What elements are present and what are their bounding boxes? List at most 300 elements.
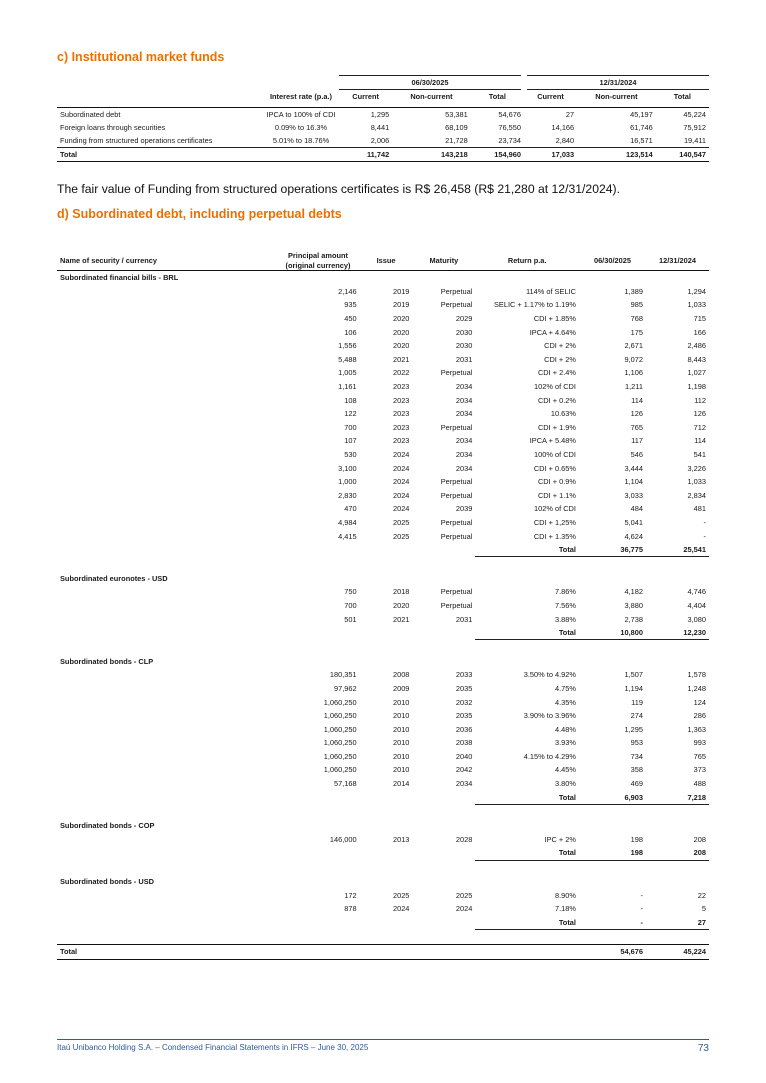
group-header-row	[57, 571, 709, 585]
maturity: 2035	[455, 711, 473, 721]
principal-amount: 1,060,250	[323, 751, 357, 761]
principal-amount: 935	[344, 300, 357, 310]
issue-year: 2020	[392, 600, 410, 610]
issue-year: 2024	[392, 490, 410, 500]
page-number: 73	[697, 1043, 709, 1054]
issue-year: 2020	[392, 327, 410, 337]
group-name: Subordinated financial bills - BRL	[60, 273, 179, 283]
table-row	[57, 121, 709, 134]
return-rate: 100% of CDI	[534, 450, 576, 460]
maturity: 2030	[455, 341, 473, 351]
issue-year: 2025	[392, 517, 410, 527]
table-row	[57, 777, 709, 791]
return-rate: 4.35%	[554, 697, 576, 707]
table-row	[57, 312, 709, 326]
spacer	[57, 557, 709, 572]
table-row	[57, 489, 709, 503]
maturity: 2030	[455, 327, 473, 337]
empty-cell	[57, 790, 475, 804]
col-header: Total	[488, 92, 506, 101]
principal-amount: 1,000	[338, 477, 357, 487]
value-2025: 1,194	[624, 683, 643, 693]
total-label: Total	[57, 148, 263, 162]
spacer-row	[57, 557, 709, 572]
return-rate: SELIC + 1.17% to 1.19%	[493, 300, 576, 310]
subtotal-2025: 10,800	[579, 626, 646, 640]
table-row	[57, 285, 709, 299]
issue-header: Issue	[376, 255, 396, 265]
grand-total-label: Total	[57, 945, 276, 960]
group-header-row	[57, 271, 709, 285]
total-row	[57, 148, 709, 162]
table-row	[57, 339, 709, 353]
value-2024: -	[703, 517, 706, 527]
empty-cell	[57, 393, 276, 407]
interest-rate-header: Interest rate (p.a.)	[269, 91, 333, 101]
value-2024: 124	[693, 697, 706, 707]
subtotal-2025: 36,775	[579, 543, 646, 557]
table-row	[57, 353, 709, 367]
value-cell: 1,295	[370, 110, 390, 119]
maturity: 2034	[455, 450, 473, 460]
date-header-2: 12/31/2024	[658, 255, 696, 265]
principal-amount: 1,060,250	[323, 738, 357, 748]
value-2025: -	[640, 890, 643, 900]
return-rate: IPC + 2%	[544, 834, 576, 844]
value-2024: 4,746	[687, 587, 706, 597]
principal-amount: 107	[344, 436, 357, 446]
group-header-row	[57, 875, 709, 889]
issue-year: 2018	[392, 587, 410, 597]
return-rate: CDI + 0.2%	[537, 395, 576, 405]
principal-amount: 108	[344, 395, 357, 405]
return-rate: 3.93%	[554, 738, 576, 748]
principal-amount: 97,962	[334, 683, 357, 693]
table-row	[57, 380, 709, 394]
empty-cell	[57, 888, 276, 902]
issue-year: 2009	[392, 683, 410, 693]
value-2025: 1,211	[625, 382, 643, 392]
value-2025: 117	[631, 436, 643, 446]
maturity: 2029	[455, 314, 473, 324]
value-cell: 23,734	[471, 134, 524, 148]
subtotal-2024: 12,230	[646, 626, 709, 640]
principal-amount: 2,830	[338, 490, 357, 500]
value-2024: 712	[693, 422, 706, 432]
section-c-title: c) Institutional market funds	[57, 50, 225, 64]
subtotal-row	[57, 543, 709, 557]
empty-cell	[57, 339, 276, 353]
subtotal-label: Total	[475, 626, 579, 640]
empty-cell	[57, 380, 276, 394]
value-2024: 993	[693, 738, 706, 748]
spacer-row	[57, 640, 709, 655]
principal-amount: 750	[344, 587, 357, 597]
issue-year: 2024	[392, 463, 410, 473]
maturity: 2034	[455, 395, 473, 405]
col-header: Total	[673, 92, 691, 101]
table-row	[57, 421, 709, 435]
empty-cell	[57, 695, 276, 709]
value-2025: 9,072	[624, 354, 643, 364]
value-cell: 45,224	[683, 110, 706, 119]
return-rate: 7.56%	[554, 600, 576, 610]
table-row	[57, 475, 709, 489]
empty-cell	[57, 585, 276, 599]
value-2024: 5	[701, 904, 706, 914]
value-2025: 1,104	[624, 477, 643, 487]
value-2025: 4,182	[624, 587, 643, 597]
maturity: Perpetual	[440, 368, 473, 378]
subtotal-label: Total	[475, 846, 579, 860]
principal-amount: 5,488	[338, 354, 357, 364]
principal-amount: 172	[344, 890, 357, 900]
maturity: Perpetual	[440, 531, 473, 541]
table-row	[57, 763, 709, 777]
empty-cell	[57, 434, 276, 448]
value-2024: -	[703, 531, 706, 541]
value-2025: 953	[630, 738, 643, 748]
maturity: 2039	[455, 504, 473, 514]
return-rate: CDI + 0.65%	[533, 463, 576, 473]
value-2024: 715	[693, 314, 706, 324]
subtotal-2025: 198	[579, 846, 646, 860]
maturity: 2038	[455, 738, 473, 748]
empty-cell	[57, 489, 276, 503]
subtotal-2024: 7,218	[646, 790, 709, 804]
issue-year: 2010	[392, 711, 410, 721]
grand-total-2024: 45,224	[646, 945, 709, 960]
return-rate: IPCA + 5.48%	[529, 436, 576, 446]
table-row	[57, 736, 709, 750]
maturity: 2031	[455, 614, 473, 624]
value-2024: 1,294	[687, 286, 706, 296]
interest-rate: 5.01% to 18.76%	[263, 134, 339, 148]
value-cell: 21,728	[392, 134, 471, 148]
value-2025: 198	[630, 834, 643, 844]
empty-cell	[57, 366, 276, 380]
institutional-funds-table	[57, 75, 709, 162]
maturity: Perpetual	[440, 490, 473, 500]
value-cell: 2,840	[524, 134, 577, 148]
value-2025: 4,624	[624, 531, 643, 541]
value-2024: 1,033	[687, 300, 706, 310]
total-value: 154,960	[471, 148, 524, 162]
empty-cell	[57, 421, 276, 435]
value-2025: 1,295	[624, 724, 643, 734]
return-rate: IPCA + 4.64%	[529, 327, 576, 337]
table-row	[57, 599, 709, 613]
value-2024: 22	[697, 890, 706, 900]
principal-amount: 700	[344, 422, 357, 432]
return-rate: 7.86%	[554, 587, 576, 597]
table-row	[57, 366, 709, 380]
spacer-row	[57, 804, 709, 819]
table-row	[57, 833, 709, 847]
empty-cell	[57, 298, 276, 312]
principal-amount: 878	[344, 904, 357, 914]
table-row	[57, 529, 709, 543]
row-label: Subordinated debt	[60, 110, 121, 119]
table-row	[57, 682, 709, 696]
value-2024: 286	[693, 711, 706, 721]
value-cell: 16,571	[577, 134, 656, 148]
maturity: 2034	[455, 409, 473, 419]
value-cell: 2,006	[339, 134, 392, 148]
empty-cell	[57, 709, 276, 723]
group-name: Subordinated bonds - USD	[60, 877, 155, 887]
spacer	[57, 860, 709, 875]
empty-cell	[263, 148, 339, 162]
principal-amount: 4,415	[338, 531, 357, 541]
table-row	[57, 695, 709, 709]
return-rate: CDI + 1.35%	[533, 531, 576, 541]
value-2025: 274	[630, 711, 643, 721]
principal-amount: 4,984	[338, 517, 357, 527]
value-2025: 469	[630, 779, 643, 789]
total-value: 123,514	[577, 148, 656, 162]
return-rate: CDI + 1.1%	[537, 490, 576, 500]
principal-amount: 1,005	[338, 368, 357, 378]
principal-amount: 1,060,250	[323, 765, 357, 775]
maturity: Perpetual	[440, 422, 473, 432]
maturity: 2024	[455, 904, 473, 914]
date-header-1: 06/30/2025	[339, 76, 524, 90]
empty-cell	[57, 777, 276, 791]
issue-year: 2023	[392, 422, 410, 432]
issue-year: 2010	[392, 724, 410, 734]
value-2025: -	[640, 904, 643, 914]
value-2025: 119	[631, 697, 643, 707]
empty-cell	[57, 612, 276, 626]
spacer-row	[57, 860, 709, 875]
subtotal-2024: 27	[646, 916, 709, 930]
empty-cell	[57, 312, 276, 326]
subtotal-2024: 208	[646, 846, 709, 860]
empty-cell	[57, 916, 475, 930]
value-2025: 3,033	[624, 490, 643, 500]
value-2024: 3,226	[687, 463, 706, 473]
table-row	[57, 298, 709, 312]
value-2024: 1,033	[687, 477, 706, 487]
row-label: Funding from structured operations certificates	[57, 134, 263, 148]
table-row	[57, 709, 709, 723]
issue-year: 2008	[392, 670, 410, 680]
return-rate: CDI + 1.9%	[537, 422, 576, 432]
return-rate: 3.88%	[554, 614, 576, 624]
principal-amount: 180,351	[329, 670, 357, 680]
principal-amount: 700	[344, 600, 357, 610]
issue-year: 2019	[392, 286, 410, 296]
table-row	[57, 722, 709, 736]
return-rate: 102% of CDI	[534, 382, 576, 392]
maturity: Perpetual	[440, 600, 473, 610]
principal-header-1: Principal amount	[288, 250, 348, 260]
issue-year: 2024	[392, 904, 410, 914]
value-cell: 53,381	[445, 110, 468, 119]
empty-cell	[57, 668, 276, 682]
total-value: 17,033	[524, 148, 577, 162]
return-rate: CDI + 2.4%	[537, 368, 576, 378]
value-2024: 1,198	[687, 382, 706, 392]
value-2024: 373	[693, 765, 706, 775]
table-row	[57, 516, 709, 530]
value-cell: 61,746	[630, 123, 653, 132]
table-row	[57, 750, 709, 764]
principal-amount: 1,060,250	[323, 711, 357, 721]
empty-cell	[57, 529, 276, 543]
issue-year: 2023	[392, 382, 410, 392]
value-2025: 734	[630, 751, 643, 761]
value-2025: 1,106	[624, 368, 643, 378]
value-2024: 8,443	[687, 354, 706, 364]
value-2024: 541	[693, 450, 706, 460]
return-rate: 4.75%	[554, 683, 576, 693]
empty-cell	[57, 833, 276, 847]
subtotal-row	[57, 916, 709, 930]
return-rate: CDI + 0.9%	[537, 477, 576, 487]
issue-year: 2025	[392, 531, 410, 541]
date-header-1: 06/30/2025	[593, 255, 631, 265]
empty-cell	[57, 763, 276, 777]
empty-cell	[57, 475, 276, 489]
value-cell: 75,912	[683, 123, 706, 132]
issue-year: 2021	[392, 354, 410, 364]
empty-cell	[57, 516, 276, 530]
subtotal-2025: 6,903	[579, 790, 646, 804]
principal-amount: 501	[344, 614, 357, 624]
value-cell: 68,109	[445, 123, 468, 132]
return-rate: 4.48%	[554, 724, 576, 734]
group-name: Subordinated bonds - CLP	[60, 656, 154, 666]
value-cell: 27	[565, 110, 575, 119]
page-footer	[57, 1039, 709, 1052]
principal-amount: 470	[344, 504, 357, 514]
value-2024: 765	[693, 751, 706, 761]
principal-amount: 1,161	[338, 382, 357, 392]
value-cell: 8,441	[370, 123, 390, 132]
value-2024: 1,363	[687, 724, 706, 734]
value-cell: 45,197	[630, 110, 653, 119]
maturity: 2033	[455, 670, 473, 680]
value-2024: 4,404	[687, 600, 706, 610]
value-2025: 2,671	[624, 341, 643, 351]
principal-amount: 530	[344, 450, 357, 460]
value-2025: 765	[630, 422, 643, 432]
empty-cell	[57, 682, 276, 696]
maturity: 2025	[455, 890, 473, 900]
fair-value-note: The fair value of Funding from structured operations certificates is R$ 26,458 (R$ 21,280 at 12/31/2024).	[57, 182, 620, 196]
value-2024: 3,080	[687, 614, 706, 624]
value-2025: 114	[631, 395, 643, 405]
maturity: 2028	[455, 834, 473, 844]
maturity: 2040	[455, 751, 473, 761]
maturity: 2034	[455, 382, 473, 392]
grand-total-row	[57, 945, 709, 960]
value-2024: 114	[694, 436, 706, 446]
issue-year: 2022	[392, 368, 410, 378]
value-cell: 76,550	[498, 123, 521, 132]
issue-year: 2010	[392, 697, 410, 707]
spacer	[57, 930, 709, 945]
return-rate: CDI + 2%	[544, 354, 576, 364]
principal-amount: 106	[344, 327, 357, 337]
empty-cell	[57, 736, 276, 750]
maturity: Perpetual	[440, 477, 473, 487]
maturity: 2031	[455, 354, 473, 364]
principal-amount: 1,060,250	[323, 724, 357, 734]
empty-cell	[57, 325, 276, 339]
empty-cell	[57, 502, 276, 516]
return-rate: 3.50% to 4.92%	[523, 670, 576, 680]
value-2024: 1,578	[687, 670, 706, 680]
total-value: 140,547	[656, 148, 709, 162]
return-rate: 10.63%	[550, 409, 576, 419]
group-name: Subordinated euronotes - USD	[60, 573, 168, 583]
value-2024: 2,834	[687, 490, 706, 500]
subtotal-2024: 25,541	[646, 543, 709, 557]
value-2025: 2,738	[624, 614, 643, 624]
maturity: 2034	[455, 436, 473, 446]
value-2024: 112	[694, 395, 706, 405]
principal-amount: 450	[344, 314, 357, 324]
empty-cell	[57, 461, 276, 475]
table-row	[57, 325, 709, 339]
total-value: 11,742	[339, 148, 392, 162]
principal-amount: 146,000	[329, 834, 357, 844]
issue-year: 2021	[392, 614, 410, 624]
maturity: 2034	[455, 463, 473, 473]
empty-cell	[57, 722, 276, 736]
return-rate: 3.90% to 3.96%	[523, 711, 576, 721]
table-row	[57, 448, 709, 462]
value-cell: 54,676	[498, 110, 521, 119]
grand-total-2025: 54,676	[579, 945, 646, 960]
return-rate: CDI + 1.85%	[533, 314, 576, 324]
table-row	[57, 108, 709, 122]
spacer	[57, 640, 709, 655]
subtotal-row	[57, 626, 709, 640]
date-header-2: 12/31/2024	[524, 76, 709, 90]
value-2025: 1,507	[624, 670, 643, 680]
interest-rate: IPCA to 100% of CDI	[266, 110, 336, 119]
empty-cell	[57, 407, 276, 421]
total-value: 143,218	[392, 148, 471, 162]
value-2025: 3,444	[624, 463, 643, 473]
issue-year: 2023	[392, 395, 410, 405]
principal-amount: 122	[344, 409, 357, 419]
issue-year: 2020	[392, 314, 410, 324]
footer-text: Itaú Unibanco Holding S.A. – Condensed Financial Statements in IFRS – June 30, 2025	[57, 1043, 369, 1052]
col-header: Current	[352, 92, 379, 101]
col-header: Non-current	[410, 92, 453, 101]
empty-cell	[57, 750, 276, 764]
issue-year: 2024	[392, 477, 410, 487]
table-row	[57, 585, 709, 599]
group-header-row	[57, 654, 709, 668]
value-2025: 1,389	[624, 286, 643, 296]
value-2024: 488	[693, 779, 706, 789]
name-header: Name of security / currency	[60, 255, 157, 265]
return-rate: 4.45%	[554, 765, 576, 775]
value-cell: 19,411	[656, 134, 709, 148]
subtotal-label: Total	[475, 543, 579, 557]
table-row	[57, 502, 709, 516]
empty-cell	[276, 945, 579, 960]
table-row	[57, 612, 709, 626]
value-2025: 985	[630, 300, 643, 310]
principal-amount: 57,168	[334, 779, 357, 789]
